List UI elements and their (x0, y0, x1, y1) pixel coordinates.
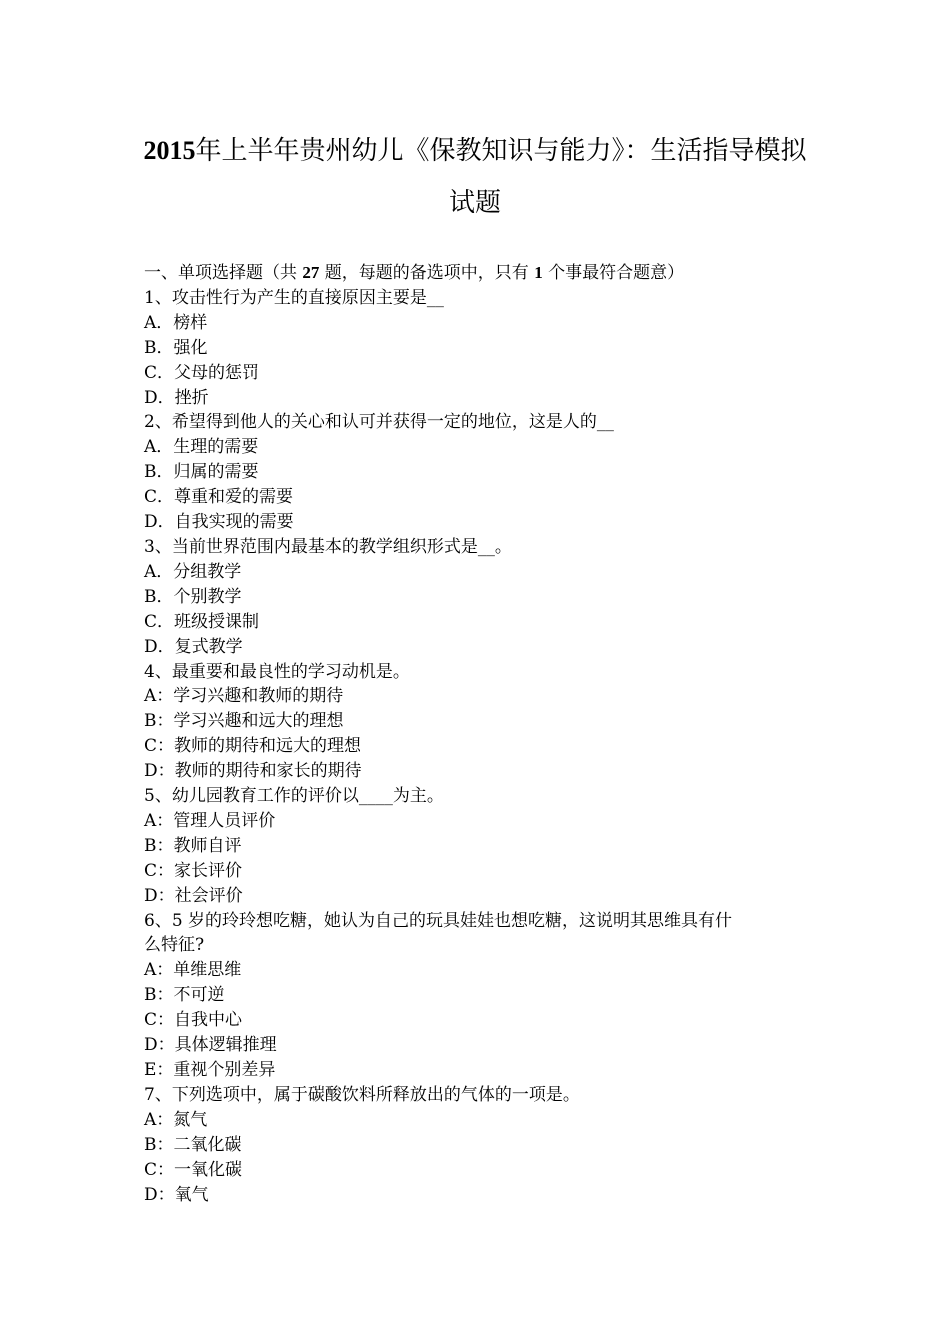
option-line: C：家长评价 (144, 860, 243, 881)
option-line: C．父母的惩罚 (144, 362, 260, 383)
question-5: 5、幼儿园教育工作的评价以____为主。 (144, 786, 444, 807)
option-line: B．归属的需要 (144, 462, 259, 483)
question-6: 6、5 岁的玲玲想吃糖，她认为自己的玩具娃娃也想吃糖，这说明其思维具有什 (144, 910, 733, 931)
option-line: B．个别教学 (144, 586, 242, 607)
option-line: D．挫折 (144, 387, 209, 408)
option-line: A：氮气 (144, 1109, 208, 1130)
option-line: A：单维思维 (144, 960, 242, 981)
option-line: B：教师自评 (144, 835, 242, 856)
section-heading-part3: 个事最符合题意） (542, 263, 685, 283)
option-line: B：学习兴趣和远大的理想 (144, 711, 344, 732)
option-line: C：教师的期待和远大的理想 (144, 736, 362, 757)
option-line: B：二氧化碳 (144, 1134, 242, 1155)
option-line: E：重视个别差异 (144, 1060, 276, 1080)
option-line: C：自我中心 (144, 1010, 243, 1031)
option-line: D：教师的期待和家长的期待 (144, 761, 362, 782)
question-2: 2、希望得到他人的关心和认可并获得一定的地位，这是人的__ (144, 412, 614, 433)
option-line: B．强化 (144, 337, 208, 358)
option-line: D：氧气 (144, 1184, 209, 1205)
option-line: C：一氧化碳 (144, 1159, 243, 1180)
option-line: A．榜样 (144, 312, 208, 333)
question-3: 3、当前世界范围内最基本的教学组织形式是__。 (144, 536, 512, 557)
section-heading (144, 261, 812, 286)
title-text: 年上半年贵州幼儿《保教知识与能力》：生活指导模拟 (195, 136, 807, 166)
option-line: A．生理的需要 (144, 437, 259, 458)
option-line: C．尊重和爱的需要 (144, 487, 294, 508)
question-7: 7、下列选项中，属于碳酸饮料所释放出的气体的一项是。 (144, 1084, 580, 1105)
option-line: C．班级授课制 (144, 611, 260, 632)
option-line: A：管理人员评价 (144, 810, 276, 831)
option-line: A．分组教学 (144, 561, 242, 582)
option-line: D：社会评价 (144, 885, 243, 906)
document-title-line-2: 试题 (448, 188, 501, 218)
option-line: D．复式教学 (144, 636, 243, 657)
option-line: D：具体逻辑推理 (144, 1035, 277, 1056)
question-count: 27 (302, 263, 320, 282)
document-title-line-1 (0, 134, 950, 168)
question-4: 4、最重要和最良性的学习动机是。 (144, 661, 410, 682)
question-1: 1、攻击性行为产生的直接原因主要是__ (144, 287, 444, 308)
option-line: B：不可逆 (144, 985, 225, 1006)
document-body (144, 261, 812, 1207)
section-heading-part2: 题，每题的备选项中，只有 (319, 263, 535, 283)
question-6-continuation: 么特征? (144, 935, 205, 956)
correct-option-count: 1 (534, 263, 543, 282)
section-heading-part1: 一、单项选择题（共 (144, 263, 303, 283)
option-line: D．自我实现的需要 (144, 512, 294, 533)
title-year: 2015 (143, 136, 196, 165)
option-line: A：学习兴趣和教师的期待 (144, 686, 344, 707)
